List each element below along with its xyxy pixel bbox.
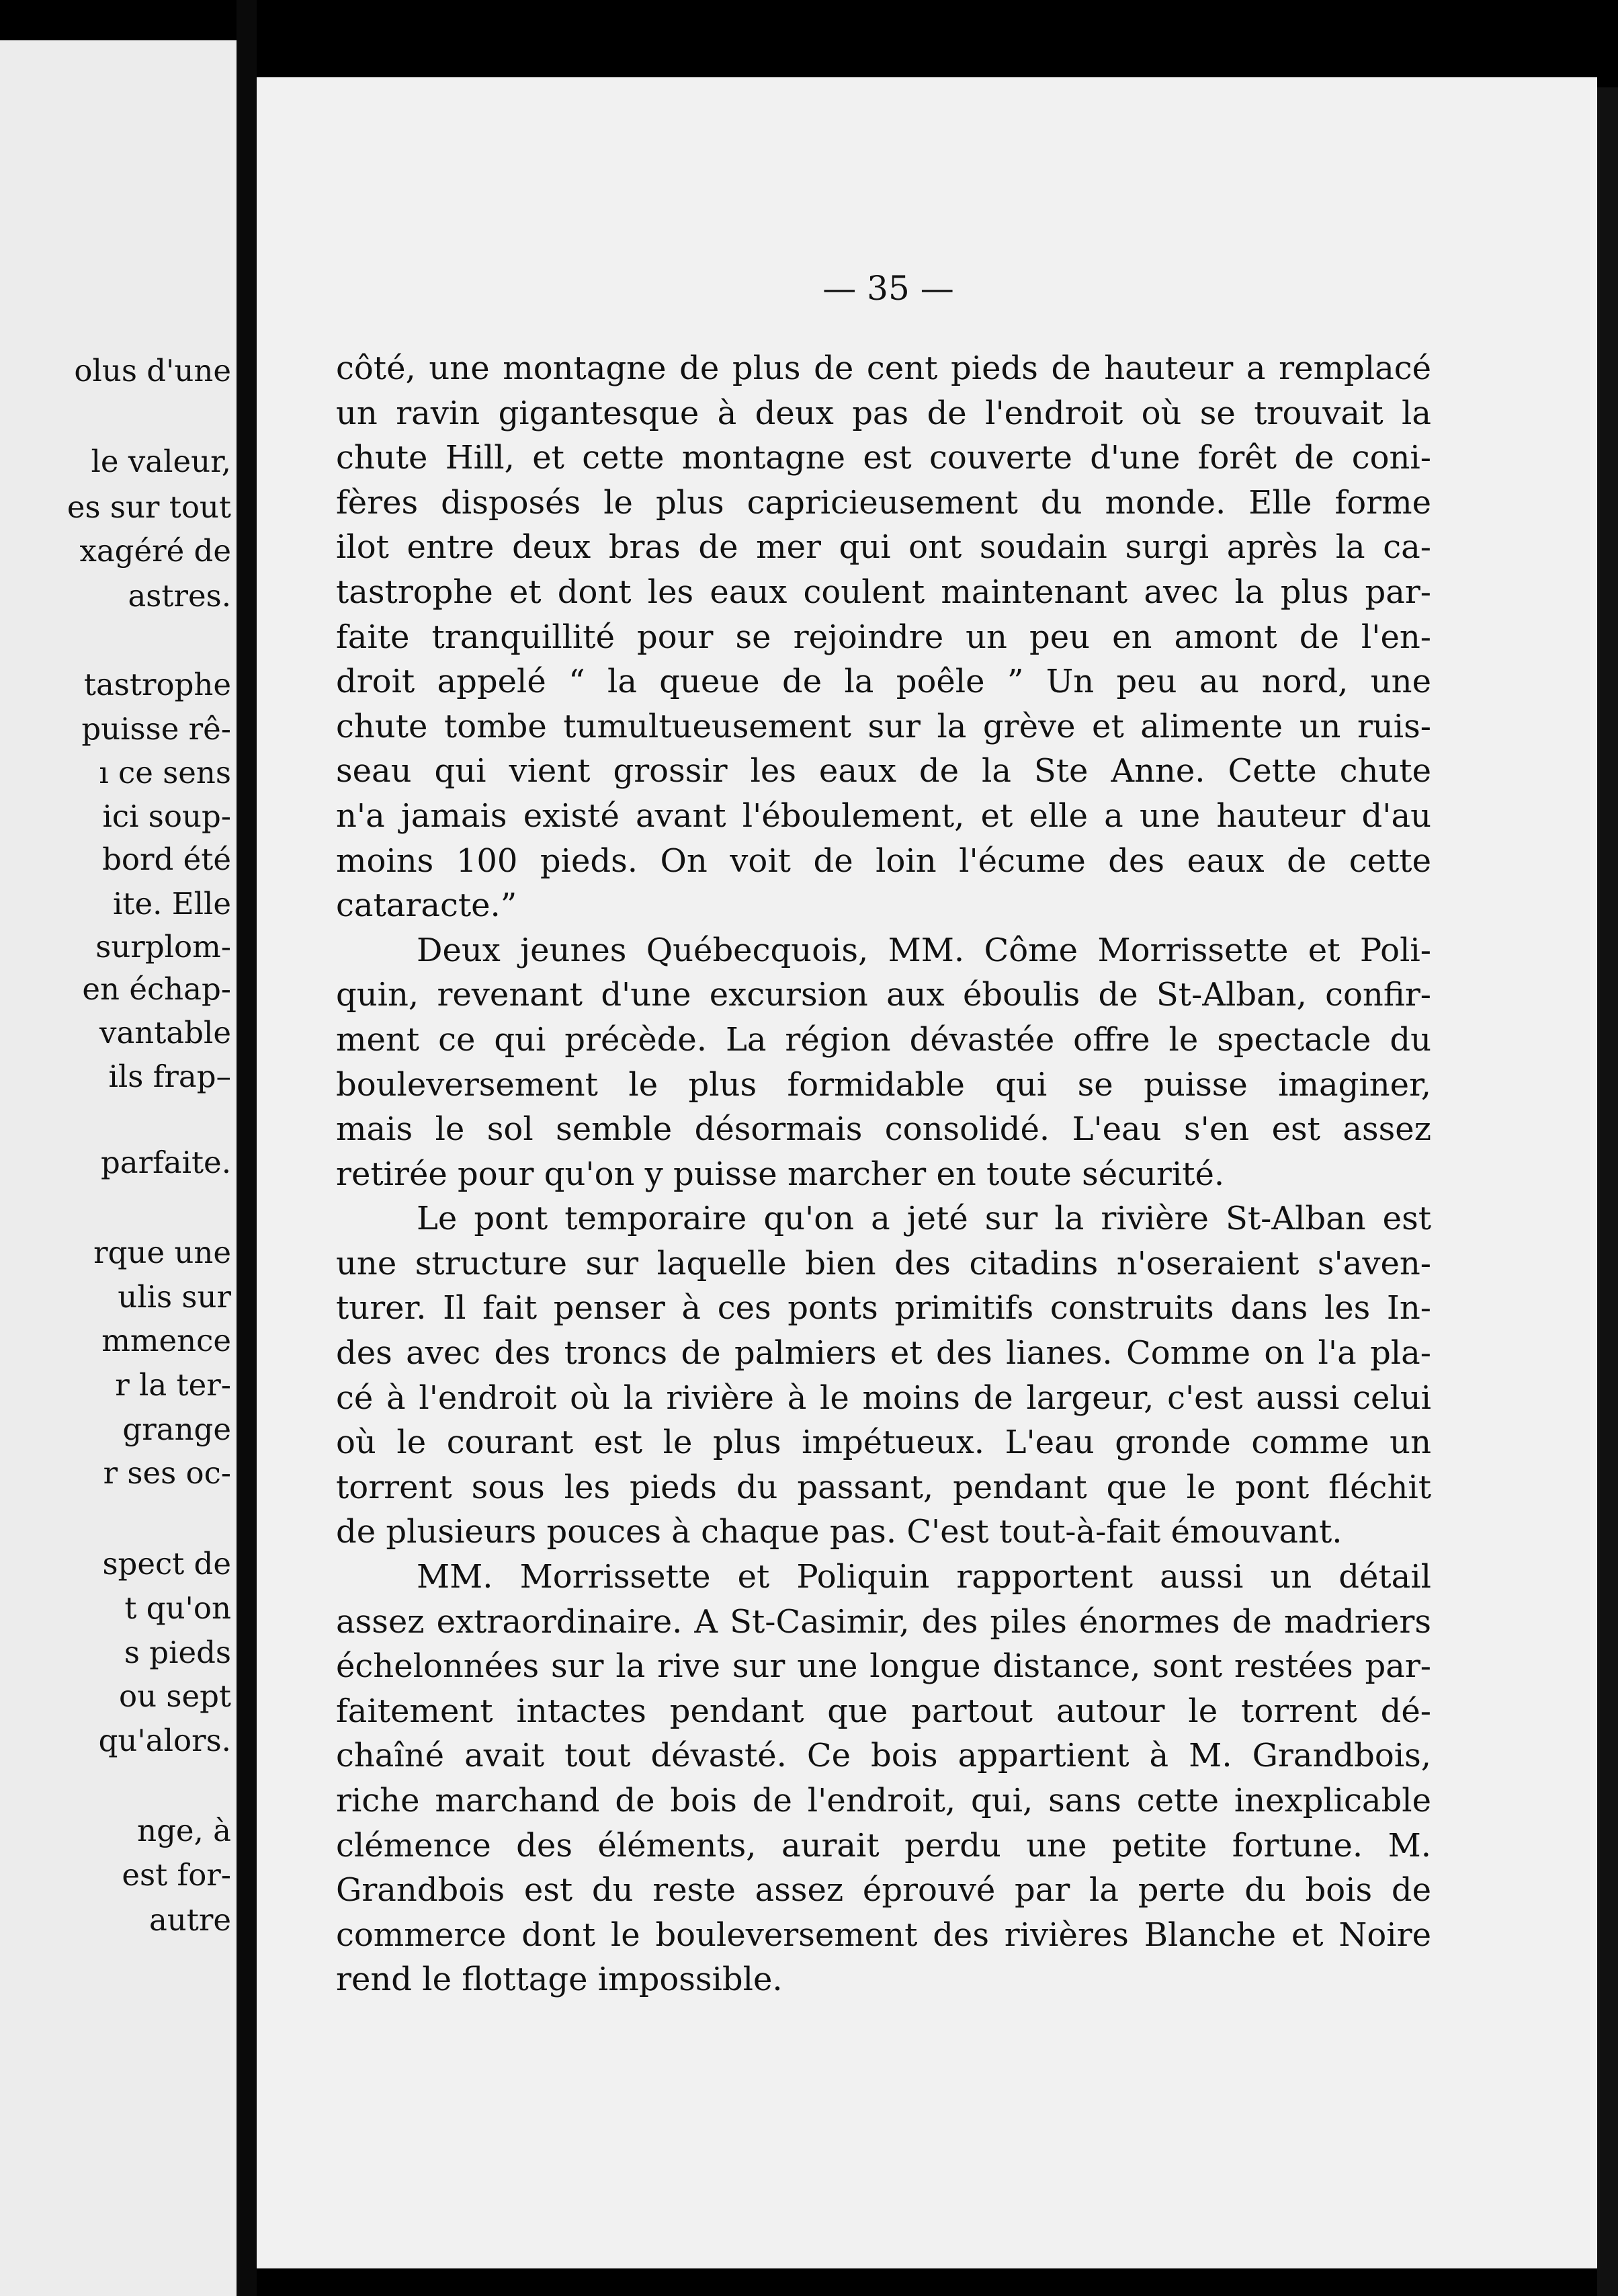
text-line: moins 100 pieds. On voit de loin l'écume des eaux de cette [336, 842, 1431, 880]
text-line: chute tombe tumultueusement sur la grève et alimente un ruis- [336, 707, 1431, 745]
text-line: quin, revenant d'une excursion aux éboulis de St-Alban, confir- [336, 976, 1431, 1014]
left-page-fragment: le valeur, [91, 444, 231, 479]
body-text [336, 346, 1431, 2002]
left-page-fragment: grange [122, 1411, 231, 1447]
text-line: ment ce qui précède. La région dévastée offre le spectacle du [336, 1020, 1431, 1059]
text-line: Grandbois est du reste assez éprouvé par la perte du bois de [336, 1871, 1431, 1910]
text-line: Le pont temporaire qu'on a jeté sur la rivière St-Alban est [417, 1200, 1431, 1238]
book-gutter [237, 0, 257, 2296]
text-line: échelonnées sur la rive sur une longue distance, sont restées par- [336, 1647, 1431, 1686]
left-page-fragment: autre [148, 1902, 231, 1938]
text-line: droit appelé “ la queue de la poêle ” Un peu au nord, une [336, 663, 1431, 701]
left-page-fragment: r ses oc- [103, 1455, 231, 1491]
text-line: où le courant est le plus impétueux. L'eau gronde comme un [336, 1424, 1431, 1462]
left-page-fragment: s pieds [124, 1635, 231, 1670]
left-page-fragment: est for- [122, 1857, 231, 1893]
left-page-fragment: tastrophe [83, 667, 231, 702]
left-page-fragment: bord été [102, 842, 231, 877]
left-page [0, 40, 237, 2296]
left-page-fragment: ulis sur [118, 1279, 231, 1315]
text-line: des avec des troncs de palmiers et des lianes. Comme on l'a pla- [336, 1334, 1431, 1372]
text-line: rend le flottage impossible. [336, 1961, 783, 1999]
text-line: une structure sur laquelle bien des citadins n'oseraient s'aven- [336, 1244, 1431, 1282]
left-page-fragment: astres. [128, 578, 231, 614]
left-page-fragment: t qu'on [124, 1590, 231, 1626]
left-page-fragment: rque une [93, 1235, 231, 1270]
text-line: cataracte.” [336, 887, 517, 925]
left-page-fragment: vantable [99, 1015, 231, 1051]
right-page [257, 77, 1597, 2268]
left-page-fragment: olus d'une [74, 353, 231, 388]
left-page-fragment: en échap- [82, 971, 231, 1007]
text-line: seau qui vient grossir les eaux de la Ste Anne. Cette chute [336, 752, 1431, 790]
left-page-fragment: ici soup- [102, 798, 231, 834]
page-number: — 35 — [822, 269, 954, 308]
text-line: commerce dont le bouleversement des rivières Blanche et Noire [336, 1916, 1431, 1954]
left-page-fragment: es sur tout [67, 489, 231, 525]
left-page-fragment: nge, à [137, 1813, 231, 1848]
text-line: cé à l'endroit où la rivière à le moins de largeur, c'est aussi celui [336, 1379, 1431, 1417]
text-line: tastrophe et dont les eaux coulent maintenant avec la plus par- [336, 573, 1431, 611]
left-page-fragment: ite. Elle [113, 886, 231, 921]
text-line: MM. Morrissette et Poliquin rapportent aussi un détail [417, 1558, 1431, 1596]
text-line: ilot entre deux bras de mer qui ont soudain surgi après la ca- [336, 528, 1431, 567]
text-line: faite tranquillité pour se rejoindre un peu en amont de l'en- [336, 618, 1431, 656]
text-line: faitement intactes pendant que partout autour le torrent dé- [336, 1692, 1431, 1730]
text-line: côté, une montagne de plus de cent pieds de hauteur a remplacé [336, 350, 1431, 387]
left-page-fragment: ils frap– [108, 1059, 231, 1094]
left-page-fragment: surplom- [95, 929, 231, 965]
text-line: turer. Il fait penser à ces ponts primitifs construits dans les In- [336, 1289, 1431, 1327]
left-page-fragment: puisse rê- [81, 711, 231, 747]
page-edge-shadow [1597, 87, 1618, 2296]
left-page-fragment: ı ce sens [99, 755, 231, 790]
left-page-fragment: xagéré de [79, 533, 231, 569]
text-line: n'a jamais existé avant l'éboulement, et elle a une hauteur d'au [336, 796, 1431, 835]
text-line: assez extraordinaire. A St-Casimir, des piles énormes de madriers [336, 1602, 1431, 1641]
left-page-fragment: mmence [101, 1323, 231, 1358]
text-line: retirée pour qu'on y puisse marcher en toute sécurité. [336, 1155, 1225, 1193]
text-line: fères disposés le plus capricieusement du monde. Elle forme [336, 483, 1431, 522]
text-line: bouleversement le plus formidable qui se puisse imaginer, [336, 1065, 1431, 1104]
text-line: Deux jeunes Québecquois, MM. Côme Morrissette et Poli- [417, 931, 1431, 969]
text-line: chute Hill, et cette montagne est couverte d'une forêt de coni- [336, 439, 1431, 477]
text-line: mais le sol semble désormais consolidé. L'eau s'en est assez [336, 1110, 1431, 1149]
text-line: clémence des éléments, aurait perdu une petite fortune. M. [336, 1826, 1431, 1864]
left-page-fragment: qu'alors. [98, 1723, 231, 1758]
text-line: riche marchand de bois de l'endroit, qui, sans cette inexplicable [336, 1782, 1431, 1819]
left-page-fragment: spect de [102, 1546, 231, 1582]
text-line: de plusieurs pouces à chaque pas. C'est tout-à-fait émouvant. [336, 1513, 1343, 1551]
left-page-fragment: r la ter- [115, 1367, 231, 1403]
text-line: un ravin gigantesque à deux pas de l'endroit où se trouvait la [336, 394, 1431, 432]
left-page-fragment: ou sept [119, 1678, 231, 1714]
text-line: torrent sous les pieds du passant, pendant que le pont fléchit [336, 1468, 1431, 1506]
left-page-fragment: parfaite. [100, 1145, 231, 1180]
text-line: chaîné avait tout dévasté. Ce bois appartient à M. Grandbois, [336, 1737, 1431, 1775]
